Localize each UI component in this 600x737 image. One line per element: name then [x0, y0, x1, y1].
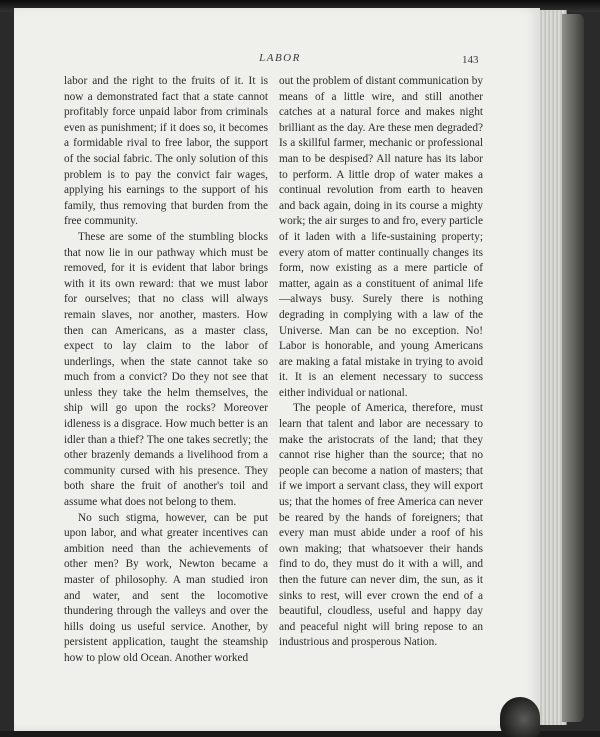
paragraph: No such stigma, however, can be put upon labor, and what greater incentives can ambition need than the achievements of other men? By work, Newton became a master of philosophy. A man studied iron and water, and sent the locomotive thundering through the valleys and over the hills doing us useful service. Another, by persistent application, taught the steamship how to plow old Ocean. Another worked	[64, 511, 268, 664]
right-column	[279, 74, 483, 651]
book-cover-edge	[562, 14, 584, 722]
paragraph: out the problem of distant communication by means of a little wire, and still another catches at a natural force and makes night brilliant as the day. Are these men degraded? Is a skillful farmer, mechanic or professional man to be despised? All nature has its labor to perform. A little drop of water makes a continual revolution from earth to heaven and back again, doing in its course a mighty work; the air surges to and fro, every particle of it laden with a life-sustaining property; every atom of matter continually changes its form, now existing as a mere particle of matter, again as a constituent of animal life—always busy. Surely there is nothing degrading in complying with a law of the Universe. Man can be no exception. No! Labor is honorable, and young Americans are making a fatal mistake in trying to avoid it. It is an element necessary to success either individual or national.	[279, 75, 483, 399]
page-number: 143	[462, 54, 479, 66]
paragraph: These are some of the stumbling blocks that now lie in our pathway which must be removed, for it is evident that labor brings with it its own reward: that we must labor for ourselves; that no class will always remain slaves, nor another, masters. How then can Americans, as a master class, expect to lay claim to the labor of underlings, when the state cannot take so much from a convict? Do they not see that unless they take the helm themselves, the ship will go upon the rocks? Moreover idleness is a disgrace. How much better is an idler than a thief? The one takes secretly; the other brazenly demands a livelihood from a community cursed with his presence. They both share the fruit of another's toil and assume what does not belong to them.	[64, 230, 268, 509]
left-column	[64, 74, 268, 667]
running-head-title: LABOR	[259, 52, 301, 64]
paragraph: The people of America, therefore, must learn that talent and labor are necessary to make the aristocrats of the land; that they cannot rise higher than the source; that no people can become a nation of masters; that if we import a servant class, they will export us; that the homes of free America can never be reared by the hands of foreigners; that every man must abide under a roof of his own making; that whatsoever their hands find to do, they must do it with a will, and then the future can never dim, the sun, as it sinks to rest, will ever crown the end of a beautiful, cloudless, useful and happy day and peaceful night will bring repose to an industrious and prosperous Nation.	[279, 402, 483, 649]
paragraph: labor and the right to the fruits of it. It is now a demonstrated fact that a state cannot profitably force unpaid labor from criminals even as punishment; if it does so, it becomes a formidable rival to free labor, the support of the social fabric. The only solution of this problem is to pay the convict fair wages, applying his earnings to the support of his family, thus removing that burden from the free community.	[64, 75, 268, 228]
scanner-thumb	[500, 697, 540, 737]
